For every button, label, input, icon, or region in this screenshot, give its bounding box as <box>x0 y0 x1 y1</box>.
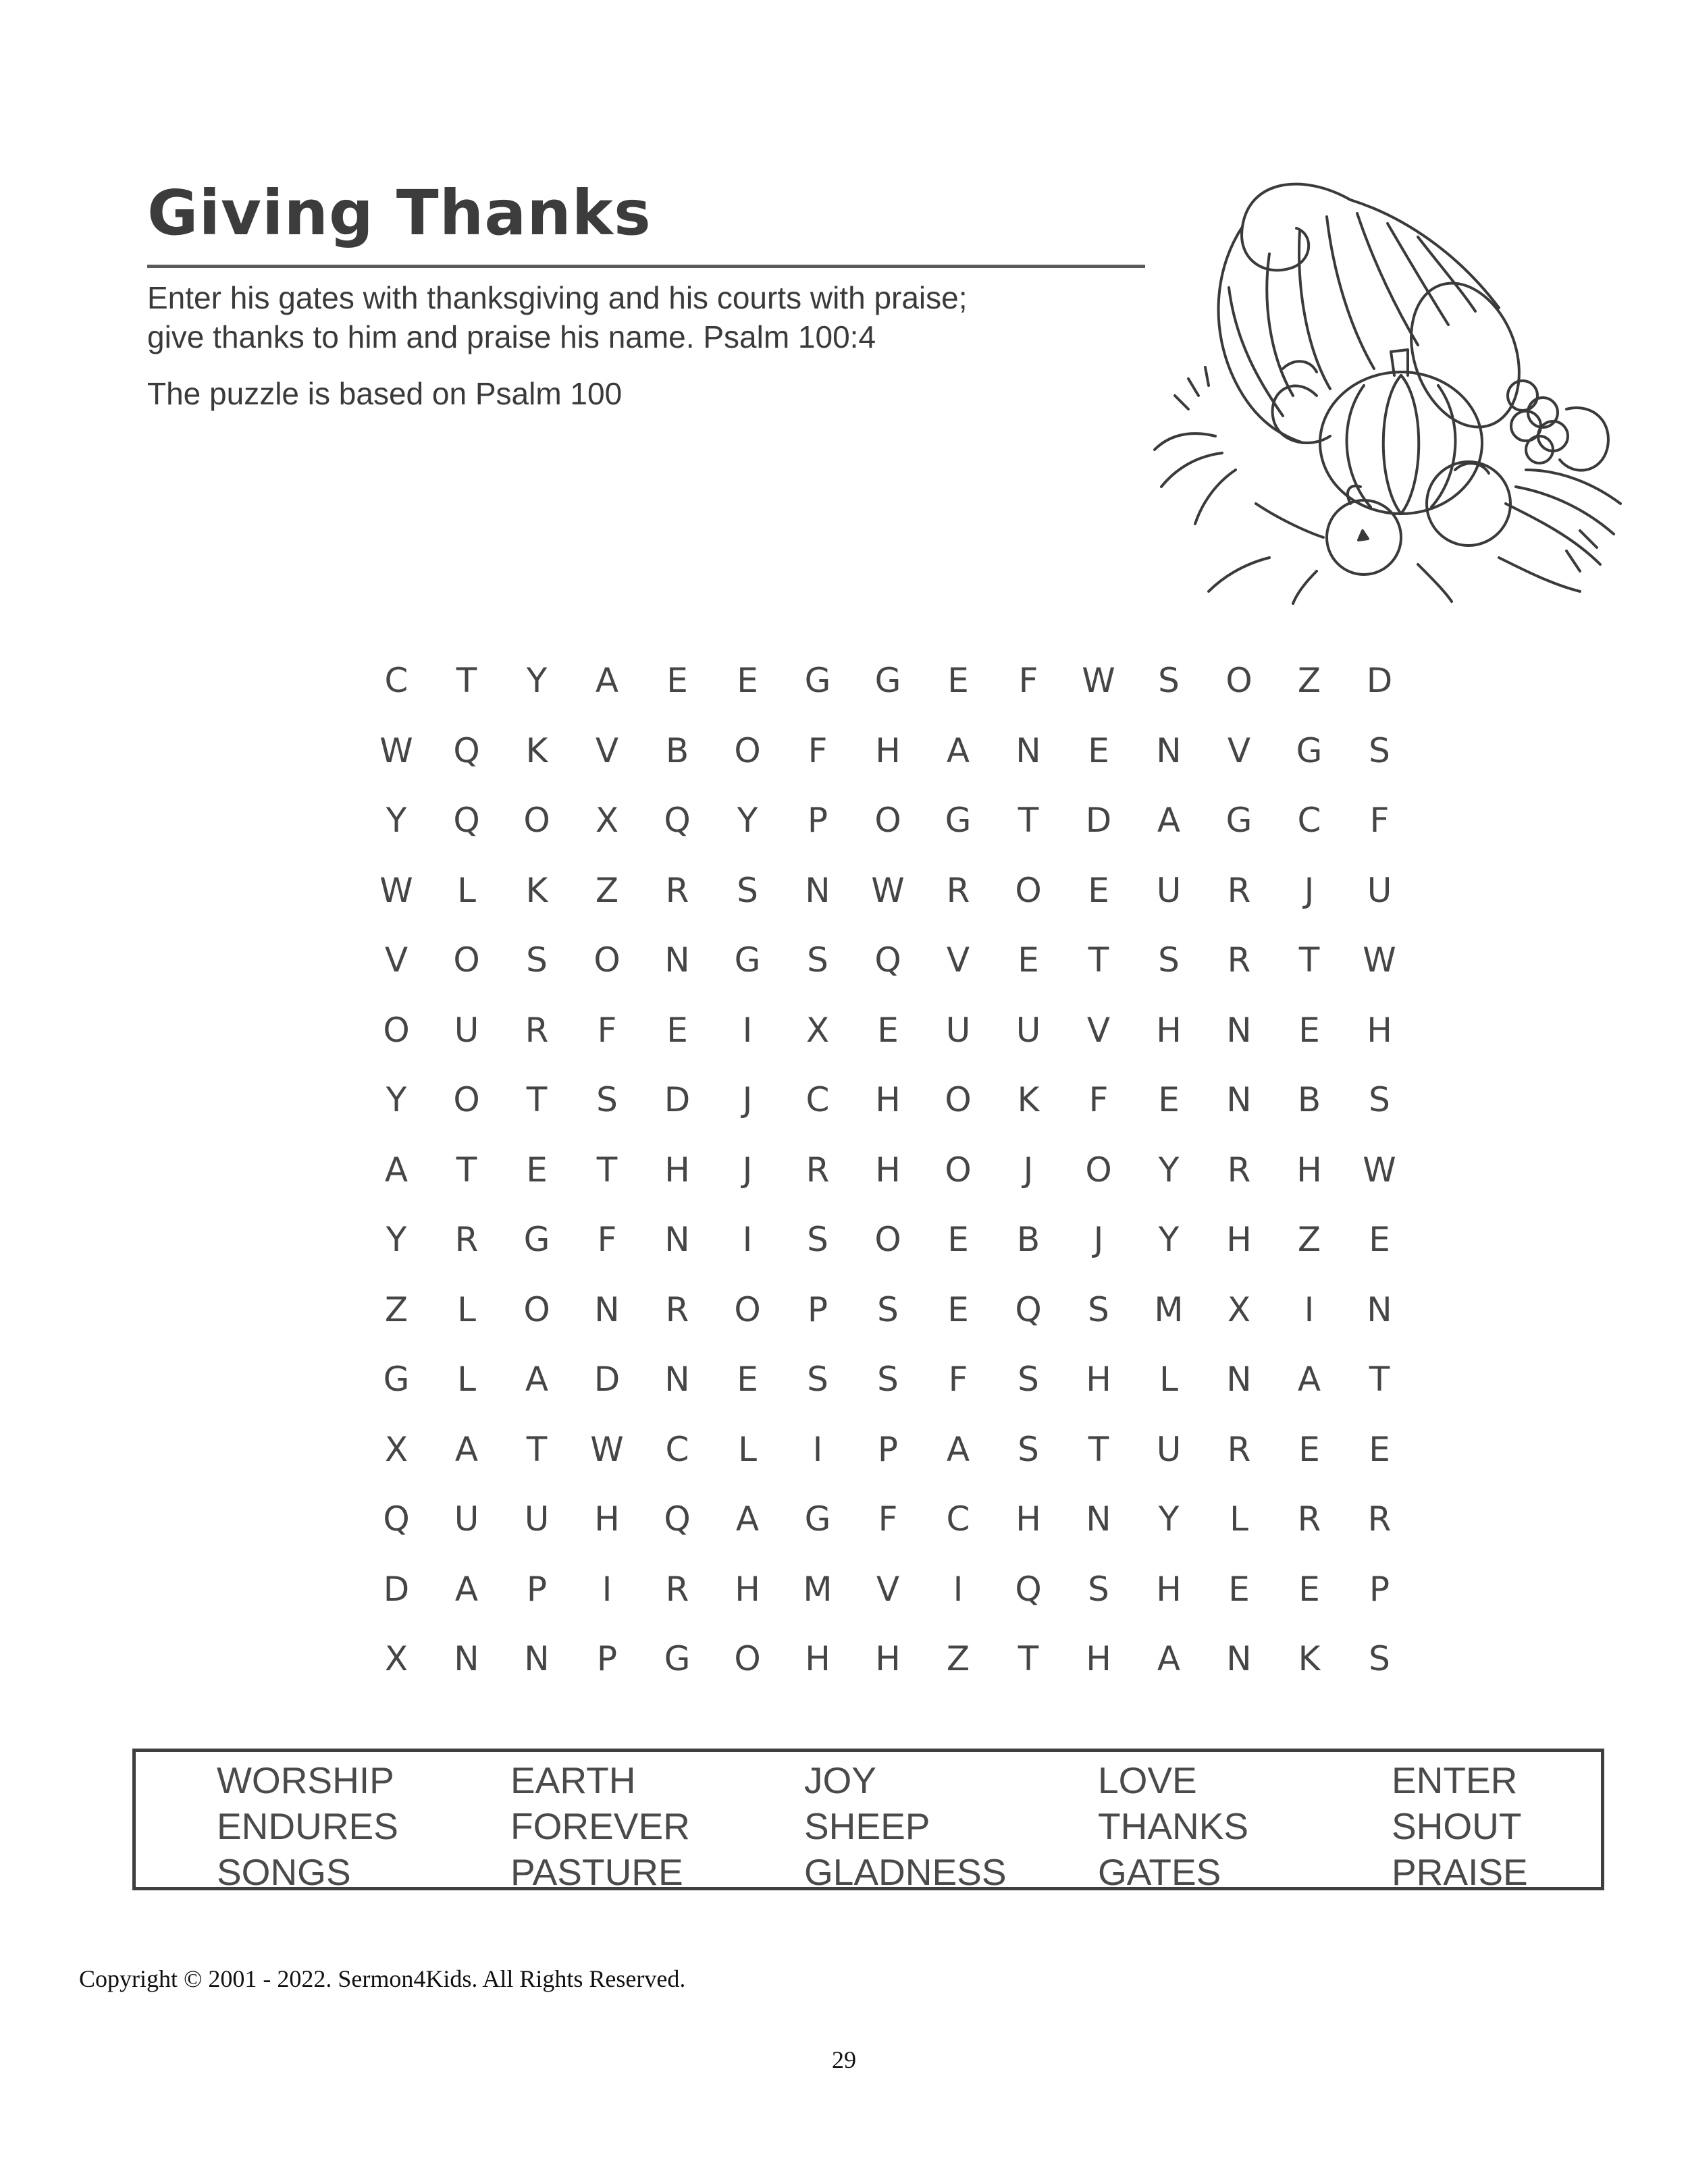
grid-letter: X <box>384 1639 408 1678</box>
grid-letter: G <box>523 1220 550 1259</box>
grid-letter: R <box>1227 1150 1251 1190</box>
grid-letter: F <box>808 730 828 770</box>
word-bank-word: EARTH <box>510 1759 636 1801</box>
grid-letter: Q <box>664 801 691 840</box>
grid-letter: R <box>806 1150 830 1190</box>
grid-letter: D <box>664 1080 691 1119</box>
cornucopia-icon <box>1148 153 1627 605</box>
grid-letter: D <box>383 1569 410 1609</box>
grid-letter: S <box>1369 1080 1390 1119</box>
grid-letter: L <box>457 870 476 910</box>
grid-letter: U <box>454 1499 479 1539</box>
page-title: Giving Thanks <box>147 177 652 249</box>
grid-letter: Z <box>1297 1220 1321 1259</box>
word-bank-word: PRAISE <box>1392 1851 1528 1893</box>
word-bank-word: GATES <box>1098 1851 1221 1893</box>
word-bank-word: PASTURE <box>510 1851 683 1893</box>
grid-letter: W <box>1082 661 1115 700</box>
grid-letter: H <box>735 1569 760 1609</box>
grid-letter: N <box>454 1639 479 1678</box>
grid-letter: S <box>1369 1639 1390 1678</box>
grid-letter: T <box>456 661 477 700</box>
grid-letter: R <box>1367 1499 1392 1539</box>
grid-letter: U <box>524 1499 550 1539</box>
grid-letter: Y <box>1158 1499 1180 1539</box>
word-bank-word: FOREVER <box>510 1805 690 1847</box>
grid-letter: H <box>875 730 901 770</box>
word-bank-column <box>1098 1757 1392 1895</box>
grid-letter: R <box>1227 870 1251 910</box>
grid-letter: Y <box>386 1080 407 1119</box>
grid-letter: H <box>1367 1010 1392 1050</box>
grid-letter: O <box>523 1289 550 1329</box>
grid-letter: Z <box>946 1639 970 1678</box>
grid-letter: O <box>523 801 550 840</box>
grid-letter: N <box>664 1360 690 1399</box>
grid-letter: J <box>1093 1220 1104 1259</box>
grid-letter: E <box>1298 1010 1320 1050</box>
word-bank-columns <box>217 1757 1685 1895</box>
grid-letter: Y <box>737 801 758 840</box>
grid-letter: I <box>742 1010 753 1050</box>
grid-letter: L <box>457 1289 476 1329</box>
word-bank-word: ENTER <box>1392 1759 1518 1801</box>
grid-letter: Q <box>874 940 901 980</box>
grid-letter: A <box>946 730 970 770</box>
grid-letter: N <box>1156 730 1182 770</box>
grid-letter: E <box>1369 1429 1390 1469</box>
grid-letter: L <box>457 1360 476 1399</box>
word-bank-word: GLADNESS <box>804 1851 1007 1893</box>
grid-letter: N <box>594 1289 620 1329</box>
grid-letter: K <box>1017 1080 1040 1119</box>
grid-letter: B <box>1297 1080 1321 1119</box>
grid-letter: W <box>1363 940 1396 980</box>
grid-letter: F <box>1018 661 1038 700</box>
grid-letter: W <box>1363 1150 1396 1190</box>
grid-letter: Y <box>1158 1220 1180 1259</box>
grid-letter: G <box>874 661 901 700</box>
grid-letter: E <box>666 1010 688 1050</box>
grid-letter: G <box>664 1639 691 1678</box>
grid-letter: H <box>875 1639 901 1678</box>
grid-letter: X <box>384 1429 408 1469</box>
verse-line: Enter his gates with thanksgiving and his courts with praise; <box>147 280 968 315</box>
grid-letter: O <box>1015 870 1042 910</box>
grid-letter: G <box>804 1499 831 1539</box>
grid-letter: I <box>1304 1289 1315 1329</box>
grid-letter: S <box>807 940 828 980</box>
word-bank-column <box>510 1757 804 1895</box>
grid-letter: C <box>1297 801 1321 840</box>
grid-letter: S <box>1158 661 1180 700</box>
grid-letter: U <box>945 1010 971 1050</box>
grid-letter: T <box>1298 940 1320 980</box>
grid-letter: O <box>734 730 761 770</box>
grid-letter: B <box>665 730 689 770</box>
grid-letter: L <box>1230 1499 1248 1539</box>
grid-letter: E <box>1088 730 1109 770</box>
grid-letter: W <box>871 870 905 910</box>
grid-letter: J <box>1304 870 1315 910</box>
word-bank-word: ENDURES <box>217 1805 398 1847</box>
grid-letter: U <box>1367 870 1392 910</box>
grid-letter: U <box>1156 870 1182 910</box>
grid-letter: S <box>737 870 758 910</box>
grid-letter: I <box>742 1220 753 1259</box>
grid-letter: E <box>947 1220 969 1259</box>
grid-letter: S <box>1158 940 1180 980</box>
grid-letter: Q <box>1015 1569 1042 1609</box>
grid-letter: N <box>524 1639 550 1678</box>
grid-letter: F <box>1088 1080 1109 1119</box>
grid-letter: S <box>877 1360 899 1399</box>
grid-letter: E <box>1298 1429 1320 1469</box>
grid-letter: Y <box>386 1220 407 1259</box>
grid-letter: H <box>664 1150 690 1190</box>
grid-letter: A <box>384 1150 408 1190</box>
grid-letter: C <box>946 1499 970 1539</box>
grid-letter: E <box>1158 1080 1180 1119</box>
grid-letter: Y <box>526 661 548 700</box>
grid-letter: N <box>1226 1080 1252 1119</box>
grid-letter: F <box>597 1010 617 1050</box>
grid-letter: W <box>590 1429 624 1469</box>
word-bank-column <box>1392 1757 1685 1895</box>
grid-letter: F <box>948 1360 968 1399</box>
grid-letter: N <box>664 1220 690 1259</box>
grid-letter: L <box>1159 1360 1178 1399</box>
word-bank-word: THANKS <box>1098 1805 1249 1847</box>
grid-letter: D <box>1366 661 1393 700</box>
grid-letter: F <box>597 1220 617 1259</box>
grid-letter: S <box>807 1360 828 1399</box>
grid-letter: O <box>734 1289 761 1329</box>
grid-letter: R <box>1227 940 1251 980</box>
grid-letter: O <box>1225 661 1252 700</box>
grid-letter: P <box>596 1639 618 1678</box>
grid-letter: N <box>1226 1010 1252 1050</box>
grid-letter: J <box>742 1080 753 1119</box>
grid-letter: N <box>805 870 830 910</box>
grid-letter: P <box>526 1569 548 1609</box>
grid-letter: Q <box>383 1499 410 1539</box>
grid-letter: S <box>1369 730 1390 770</box>
grid-letter: K <box>1298 1639 1321 1678</box>
grid-letter: X <box>1227 1289 1251 1329</box>
grid-letter: E <box>737 661 758 700</box>
grid-letter: T <box>1088 940 1109 980</box>
grid-letter: R <box>1297 1499 1321 1539</box>
grid-letter: S <box>1018 1360 1039 1399</box>
grid-letter: F <box>1369 801 1390 840</box>
grid-letter: T <box>596 1150 618 1190</box>
page-number: 29 <box>832 2046 856 2073</box>
grid-letter: S <box>1018 1429 1039 1469</box>
grid-letter: R <box>665 1569 689 1609</box>
grid-letter: N <box>1226 1639 1252 1678</box>
grid-letter: Y <box>1158 1150 1180 1190</box>
grid-letter: R <box>525 1010 549 1050</box>
grid-letter: M <box>1154 1289 1184 1329</box>
grid-letter: V <box>595 730 619 770</box>
grid-letter: N <box>1367 1289 1392 1329</box>
grid-letter: E <box>1228 1569 1250 1609</box>
grid-letter: E <box>526 1150 548 1190</box>
grid-letter: Z <box>595 870 619 910</box>
grid-letter: W <box>379 730 413 770</box>
puzzle-note: The puzzle is based on Psalm 100 <box>147 376 623 411</box>
word-bank-word: JOY <box>804 1759 876 1801</box>
grid-letter: V <box>876 1569 900 1609</box>
grid-letter: P <box>877 1429 899 1469</box>
grid-letter: I <box>812 1429 823 1469</box>
grid-letter: D <box>594 1360 621 1399</box>
grid-letter: O <box>1085 1150 1112 1190</box>
grid-letter: Z <box>384 1289 408 1329</box>
grid-letter: P <box>807 801 828 840</box>
word-bank-word: LOVE <box>1098 1759 1197 1801</box>
grid-letter: V <box>1086 1010 1111 1050</box>
grid-letter: S <box>877 1289 899 1329</box>
grid-letter: E <box>1369 1220 1390 1259</box>
grid-letter: P <box>1369 1569 1390 1609</box>
grid-letter: E <box>947 661 969 700</box>
word-bank-column <box>217 1757 510 1895</box>
grid-letter: U <box>1016 1010 1041 1050</box>
grid-letter: J <box>742 1150 753 1190</box>
grid-letter: T <box>1018 1639 1039 1678</box>
grid-letter: G <box>1296 730 1323 770</box>
grid-letter: Q <box>1015 1289 1042 1329</box>
grid-letter: O <box>945 1080 972 1119</box>
grid-letter: H <box>1016 1499 1041 1539</box>
grid-letter: N <box>1226 1360 1252 1399</box>
grid-letter: Q <box>453 730 480 770</box>
grid-letter: N <box>664 940 690 980</box>
grid-letter: H <box>1226 1220 1252 1259</box>
grid-letter: O <box>945 1150 972 1190</box>
grid-letter: K <box>525 870 548 910</box>
grid-letter: G <box>1225 801 1252 840</box>
grid-letter: G <box>734 940 761 980</box>
grid-letter: Q <box>664 1499 691 1539</box>
grid-letter: O <box>874 801 901 840</box>
word-bank-column <box>804 1757 1098 1895</box>
grid-letter: B <box>1016 1220 1040 1259</box>
grid-letter: A <box>735 1499 760 1539</box>
grid-letter: S <box>526 940 548 980</box>
grid-letter: C <box>665 1429 689 1469</box>
grid-letter: R <box>454 1220 479 1259</box>
grid-letter: T <box>456 1150 477 1190</box>
grid-letter: H <box>805 1639 830 1678</box>
grid-letter: Y <box>386 801 407 840</box>
grid-letter: X <box>806 1010 830 1050</box>
grid-letter: O <box>594 940 621 980</box>
word-bank-word: SHOUT <box>1392 1805 1522 1847</box>
word-bank-word: SONGS <box>217 1851 351 1893</box>
grid-letter: V <box>1227 730 1251 770</box>
grid-letter: T <box>526 1080 548 1119</box>
grid-letter: H <box>1086 1639 1111 1678</box>
grid-letter: N <box>1016 730 1041 770</box>
grid-letter: E <box>947 1289 969 1329</box>
grid-letter: E <box>1298 1569 1320 1609</box>
grid-letter: I <box>953 1569 964 1609</box>
grid-letter: L <box>738 1429 757 1469</box>
grid-letter: X <box>595 801 619 840</box>
grid-letter: G <box>945 801 972 840</box>
grid-letter: H <box>1156 1010 1182 1050</box>
grid-letter: U <box>454 1010 479 1050</box>
grid-letter: Q <box>453 801 480 840</box>
grid-letter: I <box>602 1569 612 1609</box>
grid-letter: Z <box>1297 661 1321 700</box>
grid-letter: K <box>525 730 548 770</box>
grid-letter: T <box>1018 801 1039 840</box>
grid-letter: A <box>454 1569 479 1609</box>
grid-letter: D <box>1085 801 1112 840</box>
grid-letter: F <box>878 1499 898 1539</box>
grid-letter: R <box>946 870 970 910</box>
grid-letter: N <box>1086 1499 1111 1539</box>
grid-letter: O <box>453 940 480 980</box>
grid-letter: O <box>734 1639 761 1678</box>
grid-letter: H <box>1296 1150 1322 1190</box>
grid-letter: S <box>1088 1569 1109 1609</box>
grid-letter: J <box>1023 1150 1034 1190</box>
grid-letter: T <box>1088 1429 1109 1469</box>
grid-letter: P <box>807 1289 828 1329</box>
grid-letter: E <box>666 661 688 700</box>
grid-letter: C <box>384 661 408 700</box>
grid-letter: H <box>875 1080 901 1119</box>
grid-letter: A <box>946 1429 970 1469</box>
grid-letter: T <box>526 1429 548 1469</box>
word-bank-word: WORSHIP <box>217 1759 394 1801</box>
grid-letter: G <box>804 661 831 700</box>
grid-letter: V <box>384 940 408 980</box>
grid-letter: C <box>806 1080 830 1119</box>
grid-letter: A <box>595 661 619 700</box>
word-search-grid <box>361 660 1415 1709</box>
grid-letter: A <box>454 1429 479 1469</box>
grid-letter: T <box>1369 1360 1390 1399</box>
grid-letter: A <box>1157 801 1181 840</box>
copyright-notice: Copyright © 2001 - 2022. Sermon4Kids. All Rights Reserved. <box>79 1965 686 1992</box>
grid-letter: R <box>665 870 689 910</box>
grid-letter: H <box>875 1150 901 1190</box>
grid-letter: O <box>874 1220 901 1259</box>
grid-letter: S <box>596 1080 618 1119</box>
grid-letter: S <box>1088 1289 1109 1329</box>
scripture-verse <box>147 278 1173 356</box>
grid-letter: A <box>1297 1360 1321 1399</box>
word-bank <box>132 1749 1604 1893</box>
grid-letter: W <box>379 870 413 910</box>
grid-letter: H <box>1086 1360 1111 1399</box>
grid-letter: S <box>807 1220 828 1259</box>
grid-letter: E <box>1018 940 1039 980</box>
grid-letter: E <box>737 1360 758 1399</box>
word-bank-word: SHEEP <box>804 1805 930 1847</box>
grid-letter: E <box>877 1010 899 1050</box>
title-divider <box>147 265 1145 268</box>
grid-letter: O <box>383 1010 410 1050</box>
grid-letter: A <box>525 1360 549 1399</box>
grid-letter: V <box>946 940 970 980</box>
grid-letter: R <box>665 1289 689 1329</box>
grid-letter: R <box>1227 1429 1251 1469</box>
grid-letter: M <box>803 1569 833 1609</box>
grid-letter: E <box>1088 870 1109 910</box>
grid-letter: H <box>1156 1569 1182 1609</box>
grid-letter: H <box>594 1499 620 1539</box>
grid-letter: O <box>453 1080 480 1119</box>
grid-letter: A <box>1157 1639 1181 1678</box>
grid-letter: U <box>1156 1429 1182 1469</box>
grid-letter: G <box>383 1360 410 1399</box>
verse-line: give thanks to him and praise his name. Psalm 100:4 <box>147 319 876 354</box>
